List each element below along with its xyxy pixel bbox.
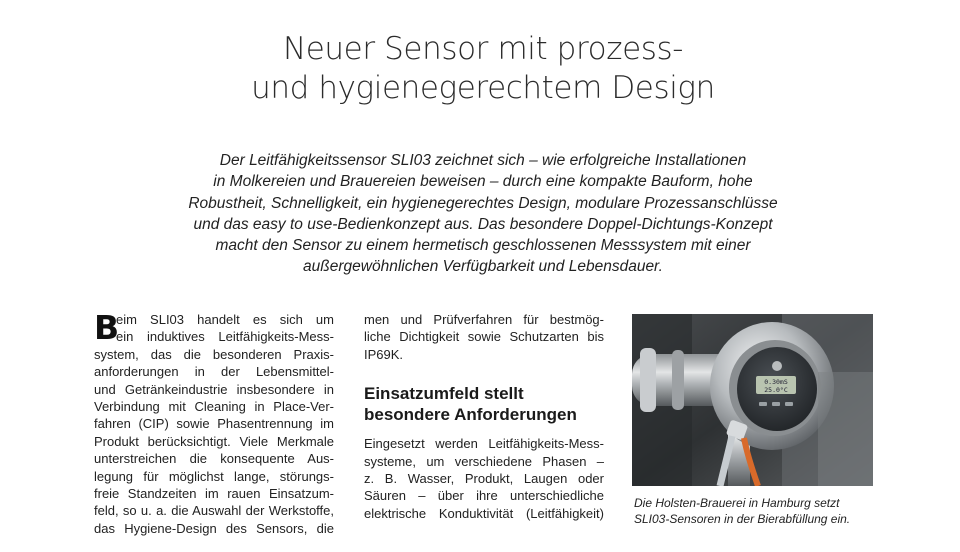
lead-line: außergewöhnlichen Verfügbarkeit und Lebensdauer.: [303, 258, 663, 276]
body-line: unterstreichen die konsequente Aus-: [94, 451, 334, 467]
body-line: Produkt berücksichtigt. Viele Merkmale: [94, 433, 334, 449]
body-line: men und Prüfverfahren für bestmög-: [364, 312, 604, 327]
body-line: Eingesetzt werden Leitfähigkeits-Mess-: [364, 436, 604, 452]
body-line: systeme, um verschiedene Phasen –: [364, 453, 604, 469]
article-title-line-2: und hygienegerechtem Design: [251, 70, 715, 106]
photo-caption-line: SLI03-Sensoren in der Bierabfüllung ein.: [634, 511, 851, 526]
body-column-1: [94, 308, 334, 537]
section-heading: [364, 383, 604, 425]
body-line: anforderungen in der Lebensmittel-: [94, 364, 334, 380]
body-line: Verbindung mit Cleaning in Place-Ver-: [94, 398, 334, 414]
body-line: z. B. Wasser, Produkt, Laugen oder: [364, 470, 604, 486]
lead-line: Der Leitfähigkeitssensor SLI03 zeichnet sich – wie erfolgreiche Installationen: [219, 152, 747, 169]
article-title-line-1: Neuer Sensor mit prozess-: [282, 31, 684, 67]
sensor-photo: [632, 314, 873, 486]
sensor-display-temp: 25.0°C: [764, 386, 788, 394]
article-title: [0, 30, 960, 108]
sensor-photo-illustration: [632, 314, 873, 486]
photo-caption-line: Die Holsten-Brauerei in Hamburg setzt: [634, 496, 840, 510]
body-line: fahren (CIP) sowie Phasentrennung im: [94, 416, 334, 432]
lead-line: macht den Sensor zu einem hermetisch geschlossenen Messsystem mit einer: [215, 237, 751, 255]
photo-caption: [634, 496, 884, 527]
body-line: IP69K.: [364, 346, 404, 362]
body-line: liche Dichtigkeit sowie Schutzarten bis: [364, 329, 604, 345]
lead-line: und das easy to use-Bedienkonzept aus. Das besondere Doppel-Dichtungs-Konzept: [193, 215, 773, 233]
body-line: ein induktives Leitfähigkeits-Mess-: [116, 329, 334, 345]
body-line: system, das die besonderen Praxis-: [94, 346, 334, 362]
body-line: legung für möglichst lange, störungs-: [94, 468, 334, 484]
body-line: Säuren – über ihre unterschiedliche: [364, 488, 604, 504]
lead-line: in Molkereien und Brauereien beweisen – durch eine kompakte Bauform, hohe: [213, 173, 753, 191]
body-line: und Getränkeindustrie insbesondere in: [94, 381, 334, 397]
lead-line: Robustheit, Schnelligkeit, ein hygienegerechtes Design, modulare Prozessanschlüsse: [188, 194, 778, 212]
body-line: feld, so u. a. die Auswahl der Werkstoffe,: [94, 503, 334, 519]
body-line: eim SLI03 handelt es sich um: [116, 312, 334, 327]
section-heading-line: Einsatzumfeld stellt: [364, 384, 524, 404]
body-line: elektrische Konduktivität (Leitfähigkeit): [364, 505, 604, 521]
drop-cap: B: [94, 308, 120, 347]
body-line: freie Standzeiten im rauen Einsatzum-: [94, 485, 334, 501]
sensor-display-value: 0.30mS: [764, 378, 788, 386]
body-column-2: [364, 311, 604, 522]
body-line: das Hygiene-Design des Sensors, die: [94, 520, 334, 536]
section-heading-line: besondere Anforderungen: [364, 405, 577, 425]
lead-paragraph: [100, 150, 866, 278]
